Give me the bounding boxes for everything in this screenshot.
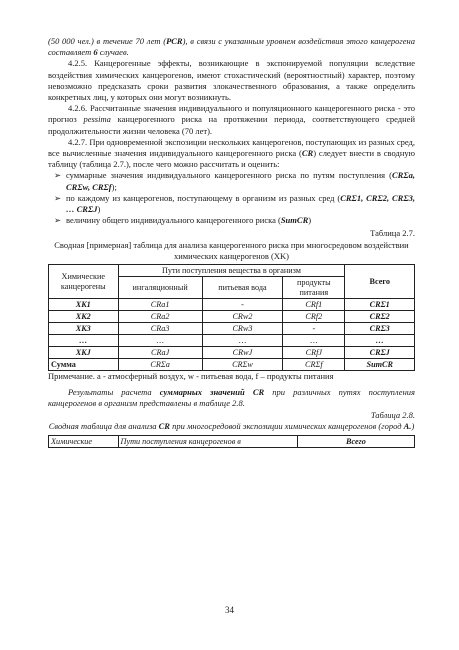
case-count: 6: [93, 47, 98, 58]
cell-water: CRw3: [202, 323, 283, 335]
bullet-item: [48, 193, 415, 215]
header-inhalation: ингаляционный: [118, 277, 202, 299]
summary-table: [48, 264, 415, 371]
bullet-text: суммарные значения индивидуального канцерогенного риска по путям поступления (: [66, 170, 393, 181]
pessima-term: pessima: [83, 114, 111, 125]
sum-total: SumCR: [345, 359, 415, 371]
paragraph-4-2-6: [48, 103, 415, 137]
bullet-formula: CRΣa, CRΣw, CRΣf: [66, 170, 415, 192]
header-chemicals: Химические канцерогены: [49, 265, 119, 299]
cell-total: …: [345, 335, 415, 347]
cell-food: CRfJ: [283, 347, 345, 359]
page-number: 34: [225, 605, 234, 615]
caption-text-mid: при многосредовой экспозиции химических канцерогенов (город: [169, 420, 404, 431]
arrow-bullet-icon: ➢: [54, 215, 62, 226]
results-bold: суммарных значений CR: [159, 387, 265, 398]
paragraph-4-2-5: 4.2.5. Канцерогенные эффекты, возникающие в экспонируемой популяции вследствие воздействия химических канцерогенов, имеют стохастический (вероятностный) характер, поэтому невозможно предсказать сроки развития злокачественного образования, а также определить конкретных лиц, у которых они могут возникнуть.: [48, 58, 415, 103]
bullet-text-end: ): [97, 204, 101, 215]
row-label: XK3: [49, 323, 119, 335]
table-header-row: [49, 436, 415, 448]
row-label: XK1: [49, 299, 119, 311]
cell-total: CRΣ2: [345, 311, 415, 323]
caption-text-end: ): [411, 420, 415, 431]
header-total: Всего: [345, 265, 415, 299]
cell-air: CRa1: [118, 299, 202, 311]
table-sum-row: [49, 359, 415, 371]
table-row: [49, 311, 415, 323]
table-2-7-caption: Сводная [примерная] таблица для анализа канцерогенного риска при многосредовом воздействии химических канцерогенов (XK): [54, 239, 409, 261]
cell-air: CRaJ: [118, 347, 202, 359]
bullet-text: величину общего индивидуального канцерогенного риска (: [66, 215, 281, 226]
cell-air: CRa2: [118, 311, 202, 323]
intro-text-end: случаев.: [97, 47, 129, 58]
pcr-term: PCR: [166, 36, 183, 46]
cell-food: …: [283, 335, 345, 347]
row-label: XKJ: [49, 347, 119, 359]
bullet-text-end: );: [111, 181, 117, 192]
sum-air: CRΣa: [118, 359, 202, 371]
cell-food: -: [283, 323, 345, 335]
caption-cr: CR: [158, 420, 170, 431]
bullet-item: [48, 170, 415, 192]
header-food: продукты питания: [283, 277, 345, 299]
cell-total: CRΣJ: [345, 347, 415, 359]
p426-text: 4.2.6. Рассчитанные значения индивидуального и популяционного канцерогенного риска - это прогноз: [48, 103, 415, 125]
table-2-7-number: Таблица 2.7.: [370, 228, 415, 239]
results-text: Результаты расчета: [68, 387, 160, 398]
sum-food: CRΣf: [283, 359, 345, 371]
table-2-8-number: Таблица 2.8.: [370, 409, 415, 420]
bullet-formula: CRΣ1, CRΣ2, CRΣ3, … CRΣJ: [66, 192, 415, 215]
row-label: XK2: [49, 311, 119, 323]
intro-paragraph: [48, 36, 415, 58]
table-row: [49, 323, 415, 335]
bullet-item: [48, 215, 415, 226]
p426-text-end: канцерогенного риска на протяжении периода, соответствующего средней продолжительности жизни человека (70 лет).: [48, 114, 415, 136]
intro-text: (50 000 чел.) в течение 70 лет (: [48, 36, 167, 46]
cell-water: -: [202, 299, 283, 311]
table-row: [49, 299, 415, 311]
header-chemicals: Химические: [49, 436, 119, 448]
arrow-bullet-icon: ➢: [54, 170, 62, 181]
p427-text: 4.2.7. При одновременной экспозиции нескольких канцерогенов, поступающих из разных сред, все вычисленные значения индивидуального канцерогенного риска (: [48, 136, 415, 159]
cell-total: CRΣ3: [345, 323, 415, 335]
cell-air: CRa3: [118, 323, 202, 335]
caption-city: А.: [403, 420, 412, 431]
header-total: Всего: [297, 436, 414, 448]
paragraph-4-2-7: [48, 137, 415, 171]
p427-text-end: ) следует внести в сводную таблицу (таблица 2.7.), после чего можно рассчитать и оценить:: [48, 148, 415, 170]
table-header-row: [49, 265, 415, 277]
cell-water: CRwJ: [202, 347, 283, 359]
cr-term: CR: [301, 148, 314, 159]
row-label: …: [49, 335, 119, 347]
cell-food: CRf2: [283, 311, 345, 323]
bullet-formula: SumCR: [280, 215, 309, 226]
cell-food: CRf1: [283, 299, 345, 311]
table-note: Примечание. a - атмосферный воздух, w - питьевая вода, f – продукты питания: [48, 371, 334, 382]
header-water: питьевая вода: [202, 277, 283, 299]
cell-air: …: [118, 335, 202, 347]
table-row: [49, 347, 415, 359]
cell-water: …: [202, 335, 283, 347]
bullet-text-end: ): [308, 215, 312, 226]
intro-text-mid: ), в связи с указанным уровнем воздействия этого канцерогена составляет: [48, 36, 415, 58]
results-paragraph: [48, 387, 415, 409]
arrow-bullet-icon: ➢: [54, 192, 62, 203]
table-2-8-caption: [48, 421, 415, 432]
header-routes: Пути поступления вещества в организм: [118, 265, 345, 277]
document-page: [48, 36, 415, 448]
results-text-end: при различных путях поступления канцерогенов в организм представлены в таблице 2.8.: [48, 387, 415, 409]
bullet-text: по каждому из канцерогенов, поступающему в организм из разных сред (: [66, 192, 341, 203]
table-row: [49, 335, 415, 347]
table-2-8: [48, 435, 415, 448]
sum-water: CRΣw: [202, 359, 283, 371]
sum-label: Сумма: [49, 359, 119, 371]
caption-text: Сводная таблица для анализа: [48, 420, 159, 431]
header-routes: Пути поступления канцерогенов в: [118, 436, 297, 448]
bullet-list: [48, 170, 415, 226]
cell-water: CRw2: [202, 311, 283, 323]
cell-total: CRΣ1: [345, 299, 415, 311]
